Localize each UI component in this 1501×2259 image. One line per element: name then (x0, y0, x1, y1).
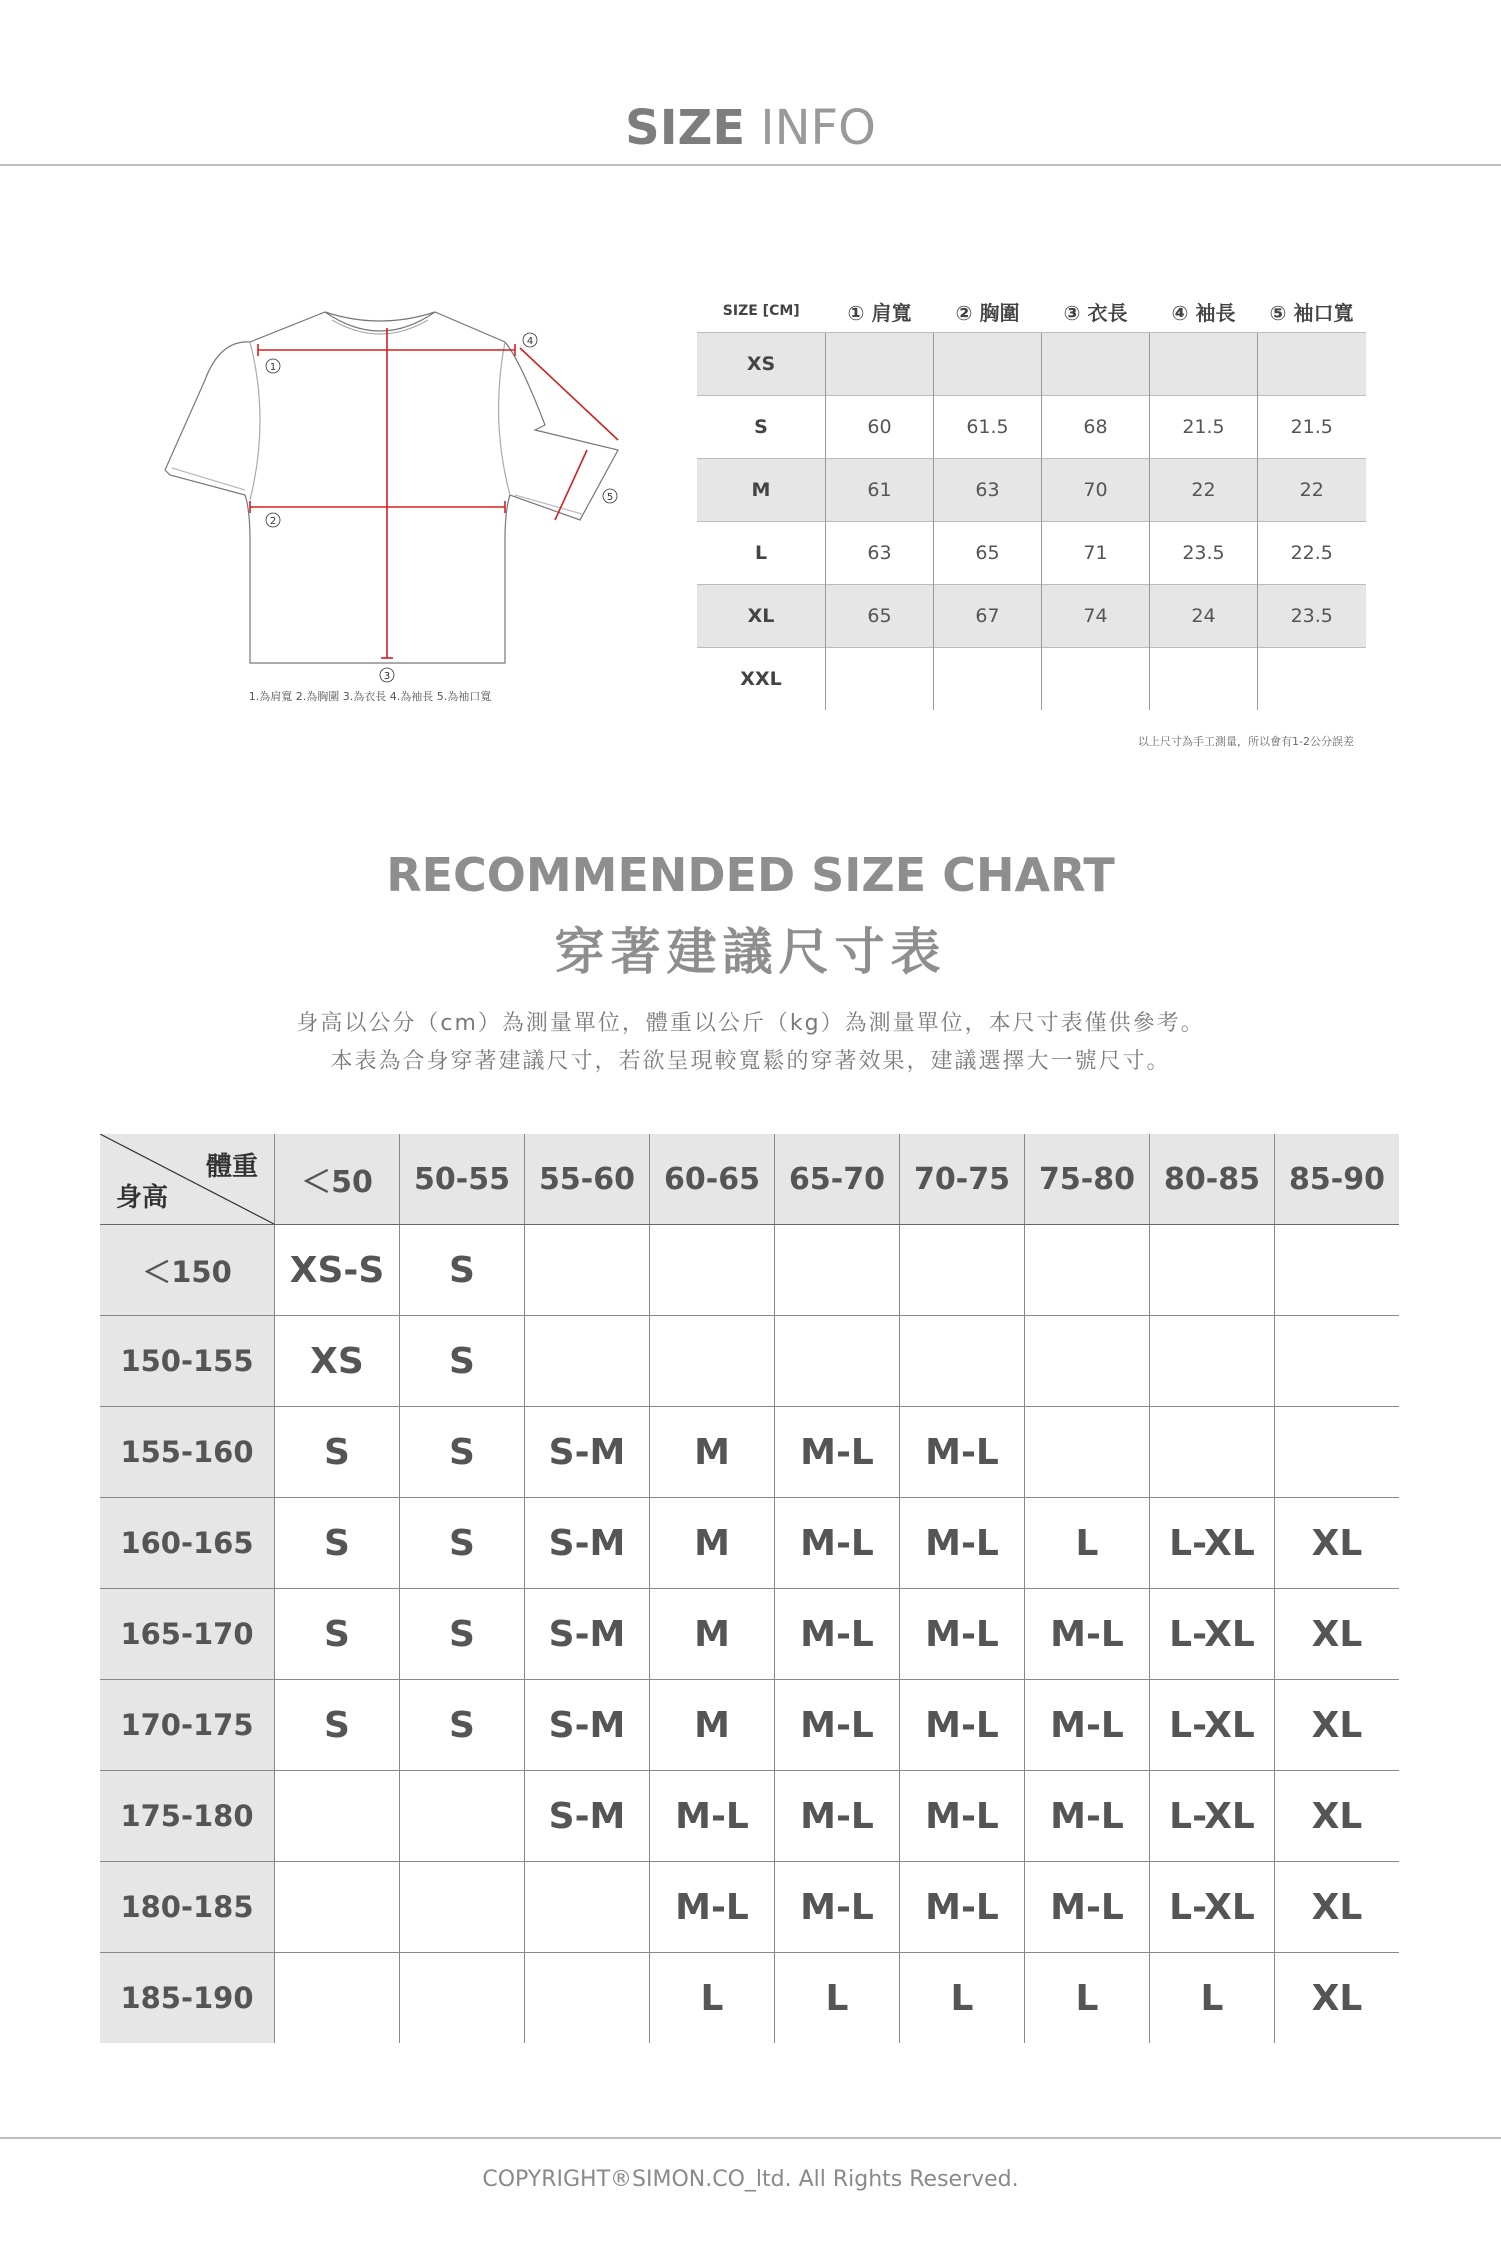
size-cell: 22 (1150, 459, 1258, 522)
recommended-size-cell: M-L (775, 1771, 900, 1862)
marker-5: 5 (606, 492, 614, 503)
recommended-size-cell: L (1150, 1953, 1275, 2044)
size-cell: 67 (934, 585, 1042, 648)
size-table-corner: SIZE [CM] (722, 303, 800, 319)
recommended-size-cell (400, 1771, 525, 1862)
recommended-size-cell: M-L (775, 1862, 900, 1953)
recommended-size-cell: M (650, 1498, 775, 1589)
size-cell: 70 (1042, 459, 1150, 522)
recommended-size-cell: L (900, 1953, 1025, 2044)
height-row (100, 1498, 1399, 1589)
description-line-1: 身高以公分（cm）為測量單位，體重以公斤（kg）為測量單位，本尺寸表僅供參考。 (296, 1011, 1205, 1036)
recommended-size-cell (1275, 1225, 1400, 1316)
recommended-size-cell: S-M (525, 1407, 650, 1498)
recommended-size-cell: S-M (525, 1589, 650, 1680)
copyright-footer: COPYRIGHT®SIMON.CO_ltd. All Rights Reserved. (482, 2167, 1019, 2192)
recommended-size-cell: S (400, 1589, 525, 1680)
title-bold: SIZE (625, 100, 746, 156)
recommended-size-cell: M (650, 1680, 775, 1771)
height-row (100, 1953, 1399, 2044)
recommended-size-cell: L (1025, 1953, 1150, 2044)
marker-1: 1 (269, 362, 277, 373)
height-label: 175-180 (100, 1771, 275, 1862)
weight-column-header: 75-80 (1025, 1134, 1150, 1225)
recommended-size-cell: S-M (525, 1771, 650, 1862)
recommended-size-cell (275, 1771, 400, 1862)
recommended-size-cell (1025, 1407, 1150, 1498)
size-cell: 21.5 (1258, 396, 1366, 459)
recommended-size-cell (1150, 1225, 1275, 1316)
recommended-size-cell: M-L (775, 1680, 900, 1771)
size-table-header (697, 290, 1366, 333)
height-label: ＜150 (100, 1225, 275, 1316)
height-row (100, 1407, 1399, 1498)
recommended-size-cell (650, 1225, 775, 1316)
recommended-size-cell (1025, 1316, 1150, 1407)
top-divider (0, 164, 1501, 166)
recommended-size-cell: M (650, 1407, 775, 1498)
size-cell: 68 (1042, 396, 1150, 459)
recommended-size-cell: M-L (775, 1407, 900, 1498)
size-label: XXL (697, 648, 826, 711)
recommended-size-cell: M-L (900, 1589, 1025, 1680)
recommended-size-cell (1025, 1225, 1150, 1316)
recommended-size-cell: S (400, 1225, 525, 1316)
recommended-size-cell: M-L (900, 1771, 1025, 1862)
recommended-size-cell (1275, 1316, 1400, 1407)
size-cell (934, 333, 1042, 396)
size-cell (826, 333, 934, 396)
size-info-table (697, 290, 1366, 710)
height-label: 165-170 (100, 1589, 275, 1680)
height-row (100, 1680, 1399, 1771)
recommended-size-cell (775, 1225, 900, 1316)
recommended-size-cell (525, 1225, 650, 1316)
weight-column-header: 70-75 (900, 1134, 1025, 1225)
recommended-size-cell: M-L (650, 1862, 775, 1953)
size-cell: 65 (826, 585, 934, 648)
size-cell: 74 (1042, 585, 1150, 648)
weight-column-header: 55-60 (525, 1134, 650, 1225)
height-label: 155-160 (100, 1407, 275, 1498)
corner-height-label: 身高 (116, 1183, 169, 1213)
size-cell (1150, 333, 1258, 396)
recommended-size-cell: S-M (525, 1680, 650, 1771)
size-cell (1258, 648, 1366, 711)
recommended-size-cell (275, 1862, 400, 1953)
size-cell: 23.5 (1150, 522, 1258, 585)
col-length: ③ 衣長 (1063, 300, 1128, 325)
recommended-size-cell: M-L (900, 1498, 1025, 1589)
description-line-2: 本表為合身穿著建議尺寸，若欲呈現較寬鬆的穿著效果，建議選擇大一號尺寸。 (330, 1049, 1171, 1074)
recommended-size-cell: XL (1275, 1680, 1400, 1771)
page-title (0, 100, 1501, 156)
size-cell (934, 648, 1042, 711)
height-row (100, 1771, 1399, 1862)
size-cell: 60 (826, 396, 934, 459)
recommended-size-cell (650, 1316, 775, 1407)
weight-header-row (100, 1134, 1399, 1225)
weight-column-header: 65-70 (775, 1134, 900, 1225)
recommended-size-cell: S (275, 1498, 400, 1589)
recommended-size-cell: M-L (775, 1589, 900, 1680)
recommended-size-cell (1275, 1407, 1400, 1498)
size-cell: 22.5 (1258, 522, 1366, 585)
size-row (697, 459, 1366, 522)
col-shoulder: ① 肩寬 (847, 300, 912, 325)
recommended-size-cell: S (400, 1407, 525, 1498)
size-label: XL (697, 585, 826, 648)
size-cell: 63 (934, 459, 1042, 522)
size-cell (1150, 648, 1258, 711)
recommended-size-cell: XS-S (275, 1225, 400, 1316)
height-row (100, 1589, 1399, 1680)
recommended-size-cell: XL (1275, 1771, 1400, 1862)
size-cell (1042, 648, 1150, 711)
diagram-legend: 1.為肩寬 2.為胸圍 3.為衣長 4.為袖長 5.為袖口寬 (248, 690, 492, 703)
height-row (100, 1316, 1399, 1407)
size-cell: 65 (934, 522, 1042, 585)
recommended-title: RECOMMENDED SIZE CHART (386, 848, 1115, 902)
recommended-size-cell (775, 1316, 900, 1407)
measurement-lines (250, 328, 618, 658)
size-cell: 63 (826, 522, 934, 585)
marker-3: 3 (383, 671, 391, 682)
recommended-size-cell: XL (1275, 1953, 1400, 2044)
recommended-size-cell (525, 1862, 650, 1953)
height-label: 170-175 (100, 1680, 275, 1771)
recommended-size-cell: M-L (900, 1407, 1025, 1498)
recommended-size-cell: S (400, 1680, 525, 1771)
height-label: 160-165 (100, 1498, 275, 1589)
size-label: M (697, 459, 826, 522)
size-cell: 23.5 (1258, 585, 1366, 648)
weight-column-header: 85-90 (1275, 1134, 1400, 1225)
recommended-size-cell: L-XL (1150, 1498, 1275, 1589)
size-cell: 22 (1258, 459, 1366, 522)
recommended-size-cell: M-L (775, 1498, 900, 1589)
recommended-size-cell (400, 1862, 525, 1953)
marker-2: 2 (269, 516, 277, 527)
marker-4: 4 (526, 336, 534, 347)
recommended-size-cell (525, 1953, 650, 2044)
recommended-size-cell: XL (1275, 1862, 1400, 1953)
size-cell: 61.5 (934, 396, 1042, 459)
title-light: INFO (760, 100, 876, 156)
weight-column-header: ＜50 (275, 1134, 400, 1225)
col-cuff: ⑤ 袖口寬 (1269, 300, 1354, 325)
weight-column-header: 50-55 (400, 1134, 525, 1225)
recommended-size-cell: L-XL (1150, 1680, 1275, 1771)
size-row (697, 522, 1366, 585)
size-label: S (697, 396, 826, 459)
height-label: 185-190 (100, 1953, 275, 2044)
height-row (100, 1225, 1399, 1316)
size-cell: 61 (826, 459, 934, 522)
recommended-size-cell: S (275, 1680, 400, 1771)
recommended-size-cell (1150, 1407, 1275, 1498)
recommended-size-cell: L-XL (1150, 1589, 1275, 1680)
size-cell: 71 (1042, 522, 1150, 585)
recommended-size-cell: M-L (650, 1771, 775, 1862)
recommended-size-cell: M-L (1025, 1680, 1150, 1771)
size-row (697, 585, 1366, 648)
recommended-size-cell (1150, 1316, 1275, 1407)
size-row (697, 648, 1366, 711)
weight-column-header: 80-85 (1150, 1134, 1275, 1225)
recommended-size-cell: S (275, 1407, 400, 1498)
recommended-size-cell: M (650, 1589, 775, 1680)
size-label: L (697, 522, 826, 585)
recommended-size-cell: M-L (1025, 1771, 1150, 1862)
recommended-size-cell: L (650, 1953, 775, 2044)
recommended-size-cell (900, 1316, 1025, 1407)
recommended-size-cell: XS (275, 1316, 400, 1407)
col-chest: ② 胸圍 (955, 300, 1020, 325)
size-cell (1042, 333, 1150, 396)
recommended-size-cell: L-XL (1150, 1771, 1275, 1862)
recommended-size-cell (525, 1316, 650, 1407)
recommended-size-cell: XL (1275, 1498, 1400, 1589)
size-cell: 21.5 (1150, 396, 1258, 459)
size-cell (1258, 333, 1366, 396)
corner-weight-label: 體重 (205, 1152, 258, 1182)
size-row (697, 396, 1366, 459)
size-cell: 24 (1150, 585, 1258, 648)
recommended-size-cell: S-M (525, 1498, 650, 1589)
recommended-size-cell: L-XL (1150, 1862, 1275, 1953)
tshirt-diagram (150, 300, 650, 710)
height-label: 150-155 (100, 1316, 275, 1407)
bottom-divider (0, 2137, 1501, 2139)
height-label: 180-185 (100, 1862, 275, 1953)
recommended-size-cell: M-L (1025, 1862, 1150, 1953)
recommended-size-cell: S (400, 1498, 525, 1589)
recommended-size-table (100, 1134, 1399, 2043)
measurement-note: 以上尺寸為手工測量，所以會有1-2公分誤差 (1138, 735, 1354, 748)
recommended-size-cell: M-L (900, 1680, 1025, 1771)
recommended-size-cell: S (275, 1589, 400, 1680)
weight-column-header: 60-65 (650, 1134, 775, 1225)
size-cell (826, 648, 934, 711)
recommended-size-cell: L (775, 1953, 900, 2044)
recommended-size-cell (275, 1953, 400, 2044)
recommended-size-cell: M-L (900, 1862, 1025, 1953)
height-row (100, 1862, 1399, 1953)
recommended-size-cell: XL (1275, 1589, 1400, 1680)
table-corner (100, 1134, 275, 1225)
size-row (697, 333, 1366, 396)
col-sleeve: ④ 袖長 (1171, 300, 1236, 325)
recommended-size-cell: S (400, 1316, 525, 1407)
size-label: XS (697, 333, 826, 396)
recommended-size-cell (900, 1225, 1025, 1316)
recommended-size-cell (400, 1953, 525, 2044)
recommended-size-cell: M-L (1025, 1589, 1150, 1680)
recommended-size-cell: L (1025, 1498, 1150, 1589)
recommended-subtitle: 穿著建議尺寸表 (554, 923, 947, 981)
